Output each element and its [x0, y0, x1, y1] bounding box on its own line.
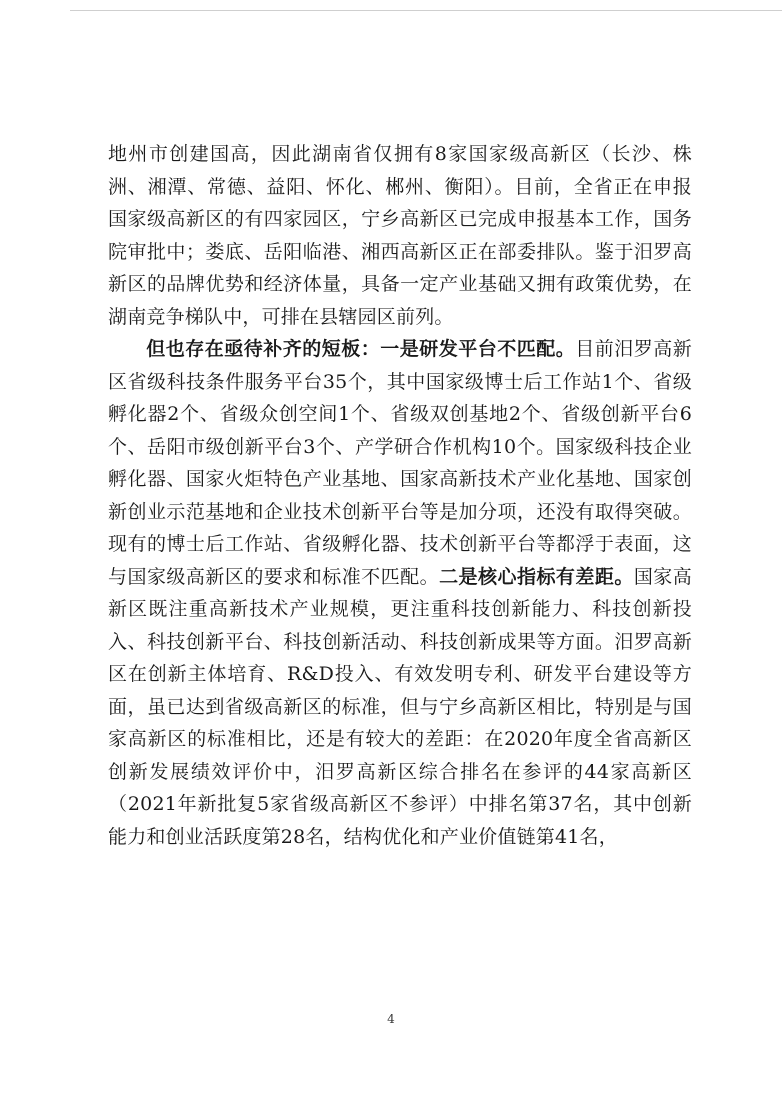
- document-body: [108, 138, 692, 853]
- paragraph-2-text-a: 目前汨罗高新区省级科技条件服务平台35个，其中国家级博士后工作站1个、省级孵化器2个、省级众创空间1个、省级双创基地2个、省级创新平台6个、岳阳市级创新平台3个、产学研合作机构10个。国家级科技企业孵化器、国家火炬特色产业基地、国家高新技术产业化基地、国家创新创业示范基地和企业技术创新平台等是加分项，还没有取得突破。现有的博士后工作站、省级孵化器、技术创新平台等都浮于表面，这与国家级高新区的要求和标准不匹配。: [108, 338, 692, 588]
- paragraph-1-text: 地州市创建国高，因此湖南省仅拥有8家国家级高新区（长沙、株洲、湘潭、常德、益阳、怀化、郴州、衡阳）。目前，全省正在申报国家级高新区的有四家园区，宁乡高新区已完成申报基本工作，国务院审批中；娄底、岳阳临港、湘西高新区正在部委排队。鉴于汨罗高新区的品牌优势和经济体量，具备一定产业基础又拥有政策优势，在湖南竞争梯队中，可排在县辖园区前列。: [108, 143, 692, 328]
- page-number: 4: [387, 1012, 395, 1026]
- paragraph-1: [108, 138, 692, 333]
- heading-research-platform: 但也存在亟待补齐的短板：一是研发平台不匹配。: [146, 338, 576, 360]
- heading-core-indicators: 二是核心指标有差距。: [439, 565, 634, 588]
- paragraph-2-text-b: 国家高新区既注重高新技术产业规模，更注重科技创新能力、科技创新投入、科技创新平台、科技创新活动、科技创新成果等方面。汨罗高新区在创新主体培育、R&D投入、有效发明专利、研发平台建设等方面，虽已达到省级高新区的标准，但与宁乡高新区相比，特别是与国家高新区的标准相比，还是有较大的差距：在2020年度全省高新区创新发展绩效评价中，汨罗高新区综合排名在参评的44家高新区（2021年新批复5家省级高新区不参评）中排名第37名，其中创新能力和创业活跃度第28名，结构优化和产业价值链第41名，: [108, 565, 692, 848]
- top-border-line: [70, 10, 782, 11]
- paragraph-2: [108, 333, 692, 853]
